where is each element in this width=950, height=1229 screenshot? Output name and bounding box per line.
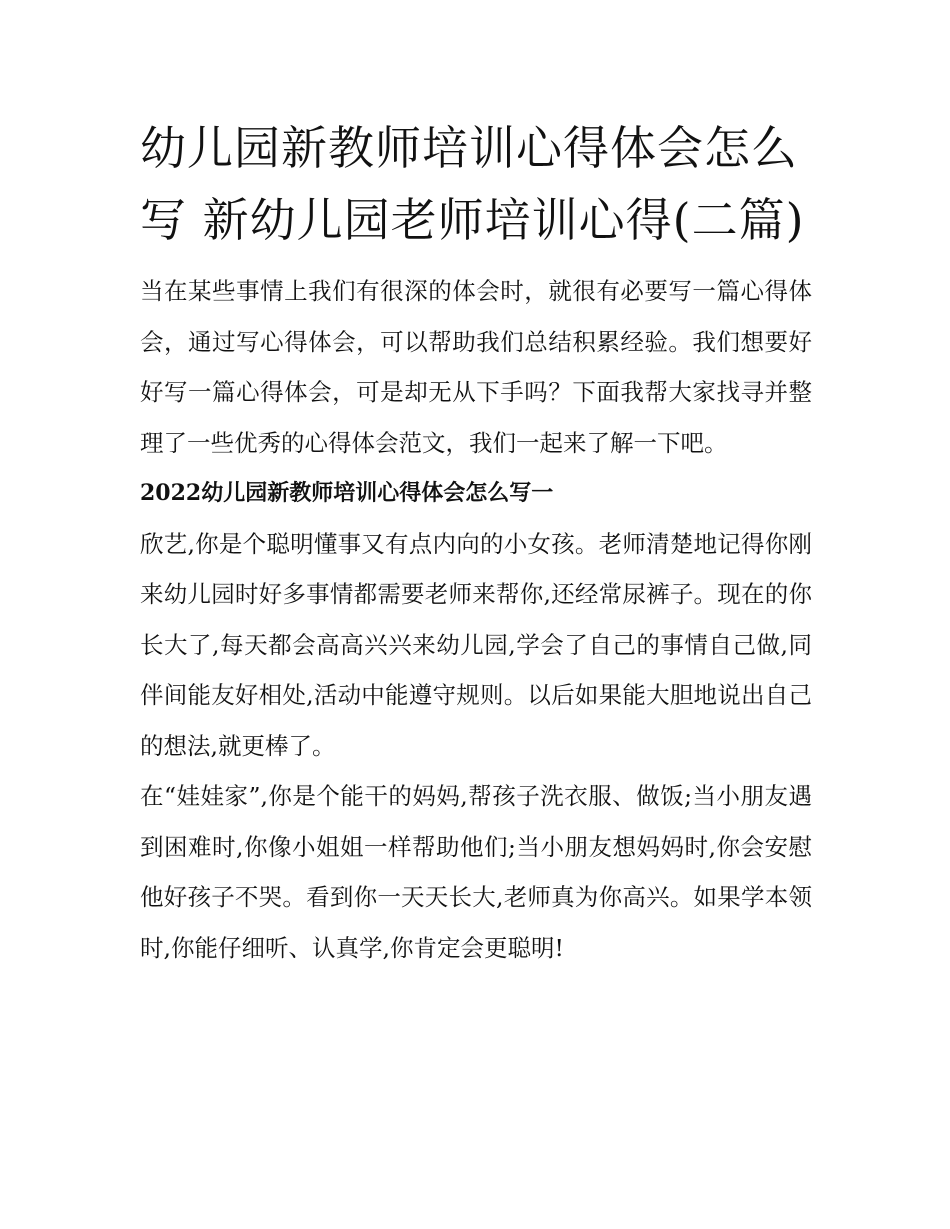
document-title: 幼儿园新教师培训心得体会怎么写 新幼儿园老师培训心得(二篇) [140, 121, 805, 247]
intro-paragraph: 当在某些事情上我们有很深的体会时，就很有必要写一篇心得体会，通过写心得体会，可以帮助我们总结积累经验。我们想要好好写一篇心得体会，可是却无从下手吗？下面我帮大家找寻并整理了一些优秀的心得体会范文，我们一起来了解一下吧。 [140, 277, 812, 457]
body-paragraph-1: 欣艺,你是个聪明懂事又有点内向的小女孩。老师清楚地记得你刚来幼儿园时好多事情都需要老师来帮你,还经常尿裤子。现在的你长大了,每天都会高高兴兴来幼儿园,学会了自己的事情自己做,同伴间能友好相处,活动中能遵守规则。以后如果能大胆地说出自己的想法,就更棒了。 [140, 529, 812, 760]
section-heading: 2022幼儿园新教师培训心得体会怎么写一 [140, 480, 554, 506]
body-paragraph-2: 在“娃娃家”,你是个能干的妈妈,帮孩子洗衣服、做饭;当小朋友遇到困难时,你像小姐姐一样帮助他们;当小朋友想妈妈时,你会安慰他好孩子不哭。看到你一天天长大,老师真为你高兴。如果学本领时,你能仔细听、认真学,你肯定会更聪明! [140, 782, 812, 962]
document-page [140, 112, 812, 973]
